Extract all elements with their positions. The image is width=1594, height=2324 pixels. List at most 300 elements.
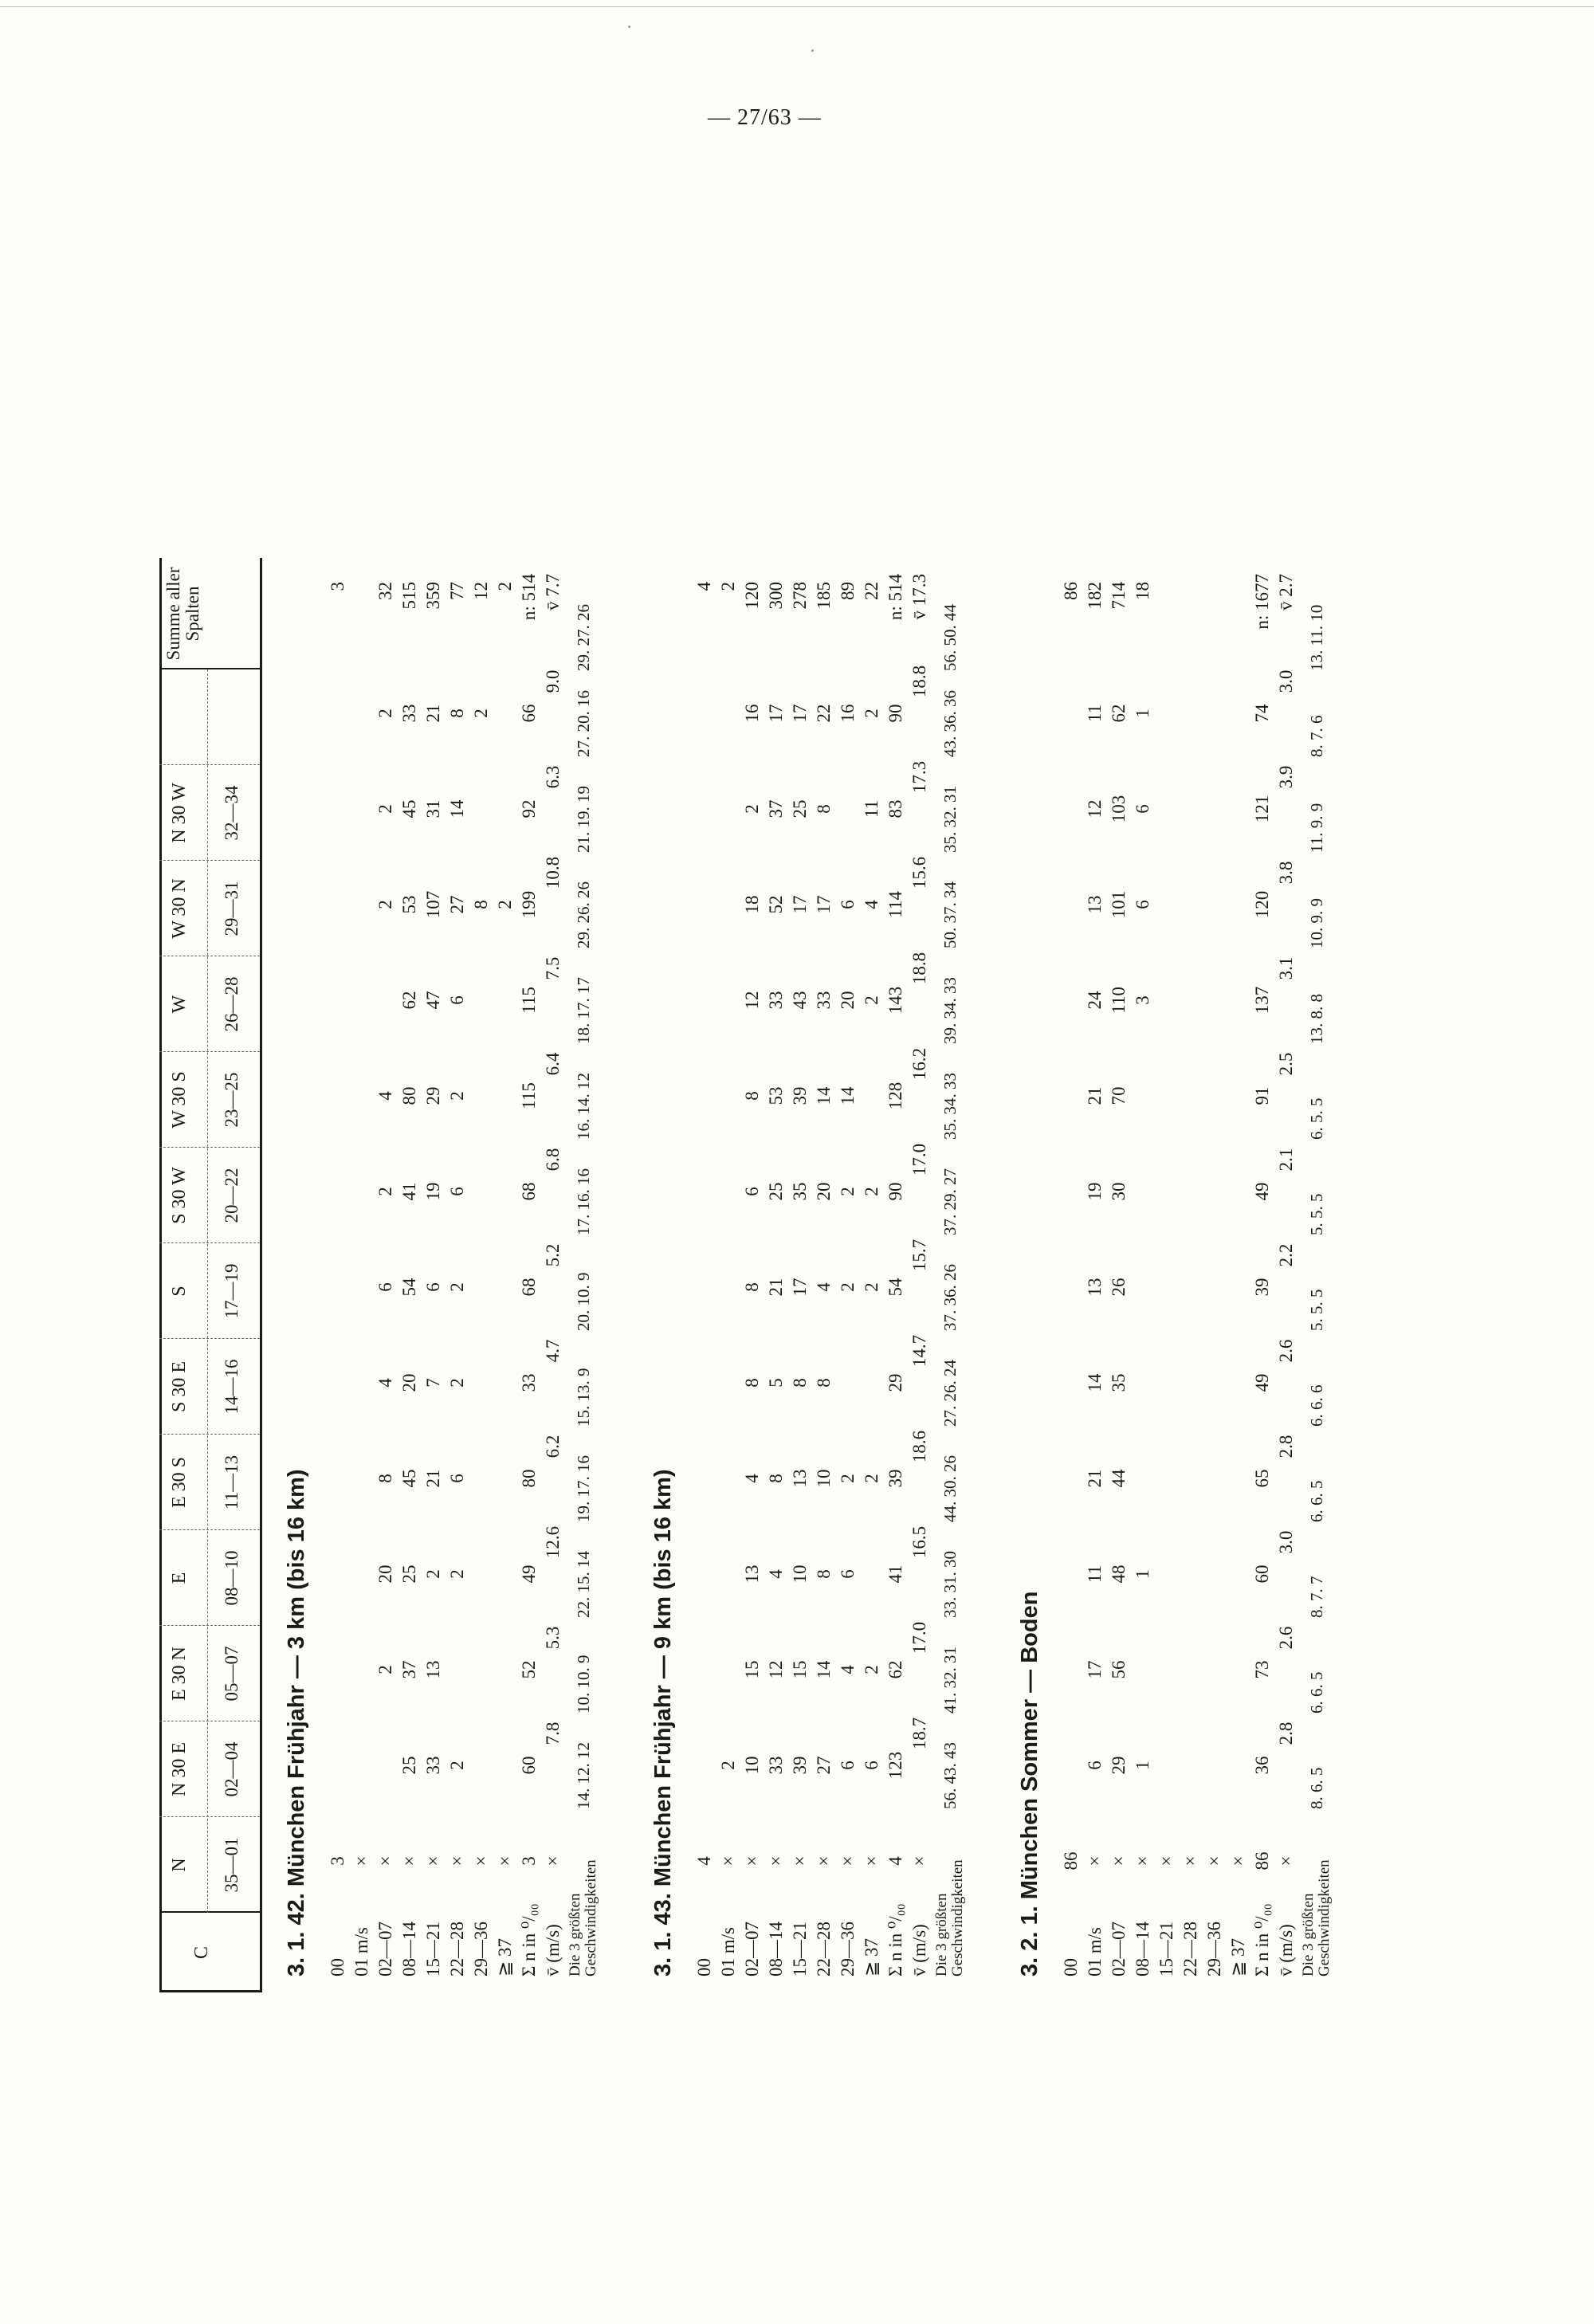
table-cell: 52 [766, 895, 786, 914]
table-cell: 2 [862, 1187, 881, 1196]
section-title: 3. 1. 42. München Frühjahr — 3 km (bis 16 km) [284, 1469, 309, 1977]
mean-speed-cell: 3.0 [1276, 1530, 1296, 1554]
sum-cell: 41 [885, 1564, 905, 1584]
top3-speeds-cell: 35. 32. 31 [940, 786, 960, 853]
table-cell: 2 [862, 995, 881, 1005]
scan-speck [811, 49, 814, 52]
col-head-range: 05—07 [222, 1646, 241, 1702]
top3-speeds-cell: 10. 10. 9 [574, 1655, 593, 1714]
table-cell: × [1085, 1855, 1105, 1867]
table-cell: 2 [718, 1761, 738, 1770]
table-cell: 20 [375, 1564, 395, 1584]
mean-speed-cell: 18.8 [909, 665, 929, 698]
row-label: 29—36 [838, 1922, 858, 1977]
col-head-direction: S [169, 1286, 190, 1297]
table-cell: 17 [814, 895, 834, 914]
top3-speeds-cell: 11. 9. 9 [1307, 803, 1326, 853]
table-cell: 13 [790, 1469, 810, 1488]
row-label: ≧ 37 [862, 1937, 881, 1977]
sum-cell: 121 [1252, 795, 1272, 823]
mean-speed-cell: 2.1 [1276, 1148, 1296, 1172]
top3-speeds-cell: 18. 17. 17 [574, 977, 593, 1044]
table-cell: 110 [1109, 987, 1129, 1014]
top3-speeds-cell: 8. 6. 5 [1307, 1767, 1326, 1809]
row-label: 02—07 [742, 1922, 762, 1977]
table-cell: 6 [447, 1474, 467, 1483]
table-cell: × [1204, 1855, 1224, 1867]
top3-speeds-cell: 19. 17. 16 [574, 1455, 593, 1522]
table-cell: 2 [742, 804, 762, 814]
table-cell: 12 [471, 582, 491, 600]
table-cell: 21 [423, 704, 443, 723]
table-cell: 2 [838, 1187, 858, 1196]
table-cell: 21 [1085, 1469, 1105, 1488]
col-head-direction: W 30 N [169, 878, 190, 939]
table-cell: × [1156, 1855, 1176, 1867]
mean-speed-cell: 15.7 [909, 1239, 929, 1272]
table-cell: 6 [375, 1282, 395, 1292]
table-cell: 4 [838, 1665, 858, 1674]
table-cell: 30 [1109, 1182, 1129, 1201]
sum-cell: 49 [1252, 1373, 1272, 1392]
top3-speeds-cell: 29. 26. 26 [574, 881, 593, 948]
table-cell: 16 [742, 704, 762, 723]
table-cell: 2 [375, 900, 395, 909]
top3-speeds-cell: 13. 8. 8 [1307, 994, 1326, 1044]
sum-cell: 90 [885, 1182, 905, 1201]
top3-speeds-cell: 56. 43. 43 [940, 1742, 960, 1809]
table-cell: 39 [790, 1086, 810, 1105]
table-cell: 2 [862, 1665, 881, 1674]
sum-cell: 60 [519, 1756, 539, 1775]
table-cell: 10 [814, 1469, 834, 1488]
top3-speeds-cell: 20. 10. 9 [574, 1272, 593, 1331]
row-label: 08—14 [766, 1922, 786, 1977]
mean-speed-cell: 16.2 [909, 1047, 929, 1081]
mean-speed-cell: 15.6 [909, 856, 929, 889]
sum-cell: 65 [1252, 1469, 1272, 1488]
row-label-top3-cont: Geschwindigkeiten [949, 1859, 966, 1977]
table-cell: 120 [742, 582, 762, 610]
table-cell: 86 [1061, 582, 1081, 600]
table-cell: 19 [1085, 1182, 1105, 1201]
table-cell: 182 [1085, 582, 1105, 610]
row-label: 15—21 [790, 1922, 810, 1977]
table-cell: 37 [766, 799, 786, 819]
table-cell: 32 [375, 582, 395, 600]
mean-speed-cell: 18.8 [909, 952, 929, 985]
table-cell: 89 [838, 582, 858, 600]
table-cell: 21 [1085, 1086, 1105, 1105]
table-cell: × [1228, 1855, 1248, 1867]
mean-speed-cell: 6.8 [543, 1148, 563, 1172]
sum-cell: 86 [1252, 1851, 1272, 1871]
top3-speeds-cell: 41. 32. 31 [940, 1647, 960, 1714]
table-cell: 17 [790, 704, 810, 723]
col-head-range: 35—01 [222, 1837, 241, 1893]
table-cell: 4 [694, 582, 714, 591]
row-label-mean-speed: v̄ (m/s) [543, 1924, 563, 1977]
table-cell: 31 [423, 799, 443, 819]
mean-speed-cell: × [543, 1855, 563, 1867]
row-label: 22—28 [447, 1922, 467, 1977]
sum-cell: 49 [1252, 1182, 1272, 1201]
table-cell: 15 [742, 1660, 762, 1679]
mean-speed-cell: 2.8 [1276, 1721, 1296, 1745]
col-head-direction: S 30 E [169, 1361, 190, 1413]
mean-speed-cell: 2.6 [1276, 1339, 1296, 1363]
top3-speeds-cell: 29. 27. 26 [574, 604, 593, 671]
row-label: 01 m/s [1085, 1927, 1105, 1977]
table-cell: 2 [423, 1569, 443, 1579]
page-number: — 27/63 — [708, 105, 822, 130]
table-cell: 20 [814, 1182, 834, 1201]
table-cell: 8 [766, 1474, 786, 1483]
top3-speeds-cell: 50. 37. 34 [940, 881, 960, 948]
table-cell: 2 [838, 1474, 858, 1483]
table-cell: 8 [742, 1378, 762, 1388]
row-label-top3: Die 3 größten [933, 1893, 950, 1977]
table-cell: 24 [1085, 991, 1105, 1010]
table-cell: × [742, 1855, 762, 1867]
top3-speeds-cell: 16. 14. 12 [574, 1073, 593, 1140]
mean-speed-cell: 17.3 [909, 760, 929, 794]
table-cell: 11 [862, 799, 881, 819]
sum-cell: 120 [1252, 890, 1272, 919]
table-cell: 41 [399, 1182, 419, 1201]
table-cell: 8 [790, 1378, 810, 1388]
table-cell: 2 [862, 1474, 881, 1483]
row-label: 29—36 [471, 1922, 491, 1977]
col-head-summe: Summe aller Spalten [163, 567, 203, 661]
top3-speeds-cell: 27. 20. 16 [574, 690, 593, 757]
table-cell: 35 [1109, 1373, 1129, 1392]
mean-speed-cell: 6.3 [543, 765, 563, 789]
sum-cell: 29 [885, 1373, 905, 1392]
sum-cell: 137 [1252, 986, 1272, 1015]
table-cell: 2 [447, 1378, 467, 1388]
table-cell: 1 [1133, 1569, 1152, 1579]
top3-speeds-cell: 56. 50. 44 [940, 604, 960, 671]
col-head-direction: E 30 S [169, 1457, 190, 1509]
table-cell: × [790, 1855, 810, 1867]
table-cell: 21 [766, 1278, 786, 1297]
table-cell: 12 [742, 991, 762, 1010]
row-label-mean-speed: v̄ (m/s) [1276, 1924, 1296, 1977]
sum-cell: 49 [519, 1564, 539, 1584]
row-label-top3-cont: Geschwindigkeiten [1316, 1859, 1333, 1977]
scan-speck [628, 26, 630, 28]
sum-cell: 68 [519, 1278, 539, 1297]
sum-cell: n: 1677 [1252, 574, 1272, 630]
col-head-direction: W 30 S [169, 1071, 190, 1129]
row-label-sum: Σ n in ⁰/₀₀ [885, 1903, 905, 1977]
sum-cell: 115 [519, 1082, 539, 1109]
table-cell: 25 [399, 1564, 419, 1584]
header-bottom-rule [260, 558, 262, 1992]
table-cell: 17 [766, 704, 786, 723]
table-cell: 12 [766, 1660, 786, 1679]
mean-speed-cell: 6.2 [543, 1435, 563, 1458]
top3-speeds-cell: 6. 5. 5 [1307, 1097, 1326, 1140]
col-head-range: 20—22 [222, 1168, 241, 1223]
table-cell: 1 [1133, 1761, 1152, 1770]
table-cell: × [423, 1855, 443, 1867]
table-cell: 12 [1085, 799, 1105, 819]
mean-speed-cell: 17.0 [909, 1143, 929, 1176]
table-cell: 185 [814, 582, 834, 610]
table-cell: × [718, 1855, 738, 1867]
mean-speed-cell: × [1276, 1855, 1296, 1867]
table-cell: × [1109, 1855, 1129, 1867]
top3-speeds-cell: 6. 6. 5 [1307, 1480, 1326, 1522]
table-cell: 101 [1109, 890, 1129, 919]
table-cell: 53 [766, 1086, 786, 1105]
top3-speeds-cell: 6. 6. 5 [1307, 1671, 1326, 1714]
sum-cell: 92 [519, 799, 539, 819]
table-cell: 6 [862, 1761, 881, 1770]
row-label-sum: Σ n in ⁰/₀₀ [1252, 1903, 1272, 1977]
table-cell: 2 [447, 1761, 467, 1770]
mean-speed-cell: 9.0 [543, 669, 563, 693]
table-cell: × [471, 1855, 491, 1867]
table-cell: 19 [423, 1182, 443, 1201]
mean-speed-cell: 6.4 [543, 1052, 563, 1076]
col-head-direction: E [169, 1572, 190, 1584]
table-cell: 2 [375, 1665, 395, 1674]
mean-speed-cell: 3.0 [1276, 669, 1296, 693]
sum-cell: 54 [885, 1278, 905, 1297]
table-cell: 2 [838, 1282, 858, 1292]
sum-cell: 68 [519, 1182, 539, 1201]
table-cell: 33 [766, 1756, 786, 1775]
row-label-mean-speed: v̄ (m/s) [909, 1924, 929, 1977]
table-cell: 33 [423, 1756, 443, 1775]
sum-cell: 39 [885, 1469, 905, 1488]
scan-edge-line [0, 6, 1594, 7]
sum-cell: 62 [885, 1660, 905, 1679]
row-label: ≧ 37 [495, 1937, 515, 1977]
table-cell: 70 [1109, 1086, 1129, 1105]
header-mid-rule [207, 669, 208, 1913]
col-head-range: 11—13 [222, 1454, 241, 1510]
table-cell: 8 [471, 900, 491, 909]
table-cell: 6 [838, 900, 858, 909]
col-head-range: 14—16 [222, 1359, 241, 1415]
table-cell: 2 [471, 709, 491, 718]
table-cell: 48 [1109, 1564, 1129, 1584]
row-label: 15—21 [1156, 1922, 1176, 1977]
sum-cell: 4 [885, 1856, 905, 1866]
table-cell: 8 [814, 1378, 834, 1388]
table-cell: × [838, 1855, 858, 1867]
table-cell: 2 [862, 709, 881, 718]
sum-cell: 52 [519, 1660, 539, 1679]
col-head-direction: N [169, 1858, 190, 1872]
header-top-rule [159, 558, 162, 1992]
table-cell: 35 [790, 1182, 810, 1201]
row-label: 08—14 [1133, 1922, 1152, 1977]
table-cell: 5 [766, 1378, 786, 1388]
table-cell: 17 [790, 895, 810, 914]
table-cell: 8 [742, 1282, 762, 1292]
table-cell: 515 [399, 582, 419, 610]
table-cell: 8 [375, 1474, 395, 1483]
table-cell: × [1180, 1855, 1200, 1867]
top3-speeds-cell: 6. 6. 6 [1307, 1384, 1326, 1427]
col-head-direction: E 30 N [169, 1647, 190, 1701]
table-cell: 37 [399, 1660, 419, 1679]
mean-speed-cell: 3.9 [1276, 765, 1296, 789]
table-cell: 6 [423, 1282, 443, 1292]
col-head-direction: W [169, 995, 190, 1014]
top3-speeds-cell: 22. 15. 14 [574, 1551, 593, 1618]
sum-cell: 39 [1252, 1278, 1272, 1297]
col-head-direction: S 30 W [169, 1167, 190, 1224]
table-cell: × [447, 1855, 467, 1867]
table-cell: 39 [790, 1756, 810, 1775]
col-head-range: 17—19 [222, 1263, 241, 1319]
table-cell: 2 [375, 804, 395, 814]
table-cell: 4 [375, 1378, 395, 1388]
table-cell: 359 [423, 582, 443, 610]
table-cell: 103 [1109, 795, 1129, 823]
row-label: 00 [328, 1958, 347, 1977]
table-cell: 54 [399, 1278, 419, 1297]
table-cell: 3 [1133, 995, 1152, 1005]
row-label: 02—07 [1109, 1922, 1129, 1977]
table-cell: 4 [742, 1474, 762, 1483]
sum-cell: 91 [1252, 1086, 1272, 1105]
mean-speed-cell: 18.7 [909, 1717, 929, 1750]
top3-speeds-cell: 37. 36. 26 [940, 1264, 960, 1331]
top3-speeds-cell: 35. 34. 33 [940, 1073, 960, 1140]
sum-cell: 60 [1252, 1564, 1272, 1584]
col-head-range: 26—28 [222, 976, 241, 1032]
sum-cell: 90 [885, 704, 905, 723]
mean-speed-cell: × [909, 1855, 929, 1867]
top3-speeds-cell: 10. 9. 9 [1307, 898, 1326, 948]
table-cell: 4 [766, 1569, 786, 1579]
table-cell: 2 [495, 900, 515, 909]
sum-cell: n: 514 [519, 574, 539, 621]
sum-cell: 80 [519, 1469, 539, 1488]
table-cell: 2 [447, 1282, 467, 1292]
table-cell: 714 [1109, 582, 1129, 610]
table-cell: 4 [375, 1091, 395, 1101]
table-cell: 26 [1109, 1278, 1129, 1297]
table-cell: 6 [1133, 804, 1152, 814]
table-cell: 8 [814, 804, 834, 814]
table-cell: 16 [838, 704, 858, 723]
sum-cell: n: 514 [885, 574, 905, 621]
table-cell: 14 [1085, 1373, 1105, 1392]
mean-speed-cell: 2.8 [1276, 1435, 1296, 1458]
row-label: 00 [694, 1958, 714, 1977]
table-cell: 25 [790, 799, 810, 819]
table-cell: 4 [862, 900, 881, 909]
table-cell: 25 [766, 1182, 786, 1201]
table-cell: 107 [423, 890, 443, 919]
table-cell: 29 [423, 1086, 443, 1105]
mean-speed-cell: v̄ 17.3 [909, 574, 929, 620]
table-cell: 47 [423, 991, 443, 1010]
table-cell: 2 [447, 1569, 467, 1579]
summe-column-rule [159, 668, 262, 669]
table-cell: 4 [814, 1282, 834, 1292]
top3-speeds-cell: 14. 12. 12 [574, 1742, 593, 1809]
mean-speed-cell: 5.3 [543, 1626, 563, 1650]
table-cell: 2 [718, 582, 738, 591]
sum-cell: 128 [885, 1082, 905, 1110]
table-cell: 17 [790, 1278, 810, 1297]
top3-speeds-cell: 17. 16. 16 [574, 1168, 593, 1235]
table-cell: 33 [399, 704, 419, 723]
mean-speed-cell: 14.7 [909, 1334, 929, 1368]
top3-speeds-cell: 8. 7. 6 [1307, 715, 1326, 757]
table-cell: × [1133, 1855, 1152, 1867]
mean-speed-cell: 3.8 [1276, 861, 1296, 885]
table-cell: 2 [375, 1187, 395, 1196]
table-cell: 18 [742, 895, 762, 914]
mean-speed-cell: 7.5 [543, 956, 563, 980]
table-cell: 2 [495, 582, 515, 591]
table-cell: 15 [790, 1660, 810, 1679]
sum-cell: 115 [519, 987, 539, 1014]
top3-speeds-cell: 13. 11. 10 [1307, 604, 1326, 671]
table-cell: 13 [1085, 895, 1105, 914]
table-cell: 13 [1085, 1278, 1105, 1297]
mean-speed-cell: 2.5 [1276, 1052, 1296, 1076]
mean-speed-cell: 5.2 [543, 1243, 563, 1267]
table-cell: 6 [447, 1187, 467, 1196]
row-label: 02—07 [375, 1922, 395, 1977]
section-title: 3. 1. 43. München Frühjahr — 9 km (bis 16 km) [650, 1469, 676, 1977]
table-cell: 43 [790, 991, 810, 1010]
col-head-C: C [191, 1946, 212, 1960]
table-cell: 29 [1109, 1756, 1129, 1775]
top3-speeds-cell: 33. 31. 30 [940, 1551, 960, 1618]
table-cell: 86 [1061, 1851, 1081, 1871]
sum-cell: 3 [519, 1856, 539, 1866]
mean-speed-cell: 18.6 [909, 1430, 929, 1463]
table-cell: 56 [1109, 1660, 1129, 1679]
table-cell: 278 [790, 582, 810, 610]
table-cell: 27 [447, 895, 467, 914]
top3-speeds-cell: 8. 7. 7 [1307, 1576, 1326, 1618]
table-cell: × [399, 1855, 419, 1867]
sum-cell: 36 [1252, 1756, 1272, 1775]
table-cell: 80 [399, 1086, 419, 1105]
table-cell: 62 [1109, 704, 1129, 723]
col-head-direction: N 30 E [169, 1742, 190, 1796]
table-cell: 1 [1133, 709, 1152, 718]
table-cell: × [351, 1855, 371, 1867]
wind-statistics-table [159, 175, 1395, 2136]
sum-cell: 114 [885, 891, 905, 918]
table-cell: 14 [447, 799, 467, 819]
table-cell: 77 [447, 582, 467, 600]
sum-cell: 143 [885, 986, 905, 1015]
table-cell: 6 [838, 1761, 858, 1770]
table-cell: 44 [1109, 1469, 1129, 1488]
row-label: 08—14 [399, 1922, 419, 1977]
top3-speeds-cell: 21. 19. 19 [574, 786, 593, 853]
table-cell: 8 [814, 1569, 834, 1579]
col-head-range: 08—10 [222, 1550, 241, 1606]
table-cell: × [766, 1855, 786, 1867]
mean-speed-cell: 10.8 [543, 856, 563, 889]
